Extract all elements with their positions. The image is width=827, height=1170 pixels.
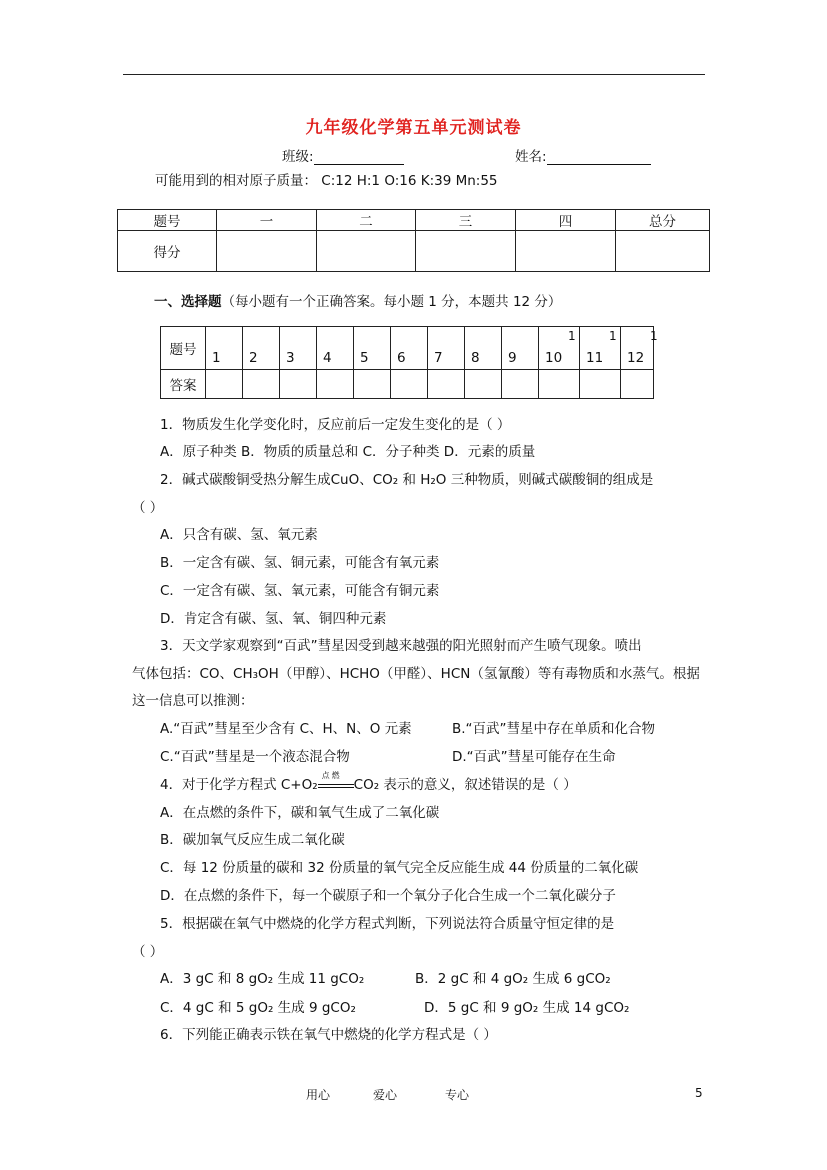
q3-stem-line1: 3．天文学家观察到“百武”彗星因受到越来越强的阳光照射而产生喷气现象。喷出 [160,638,642,654]
score-head-cell: 题号 [118,210,217,231]
score-head-cell: 总分 [616,210,710,231]
q3-option-a: A.“百武”彗星至少含有 C、H、N、O 元素 [160,721,412,737]
q5-stem: 5．根据碳在氧气中燃烧的化学方程式判断，下列说法符合质量守恒定律的是 [160,916,615,932]
question-number-cell: 6 [391,327,428,370]
q4-stem [160,773,577,793]
score-input-cell[interactable] [416,231,516,272]
q3-stem-line3: 这一信息可以推测： [132,693,254,709]
atomic-mass-line: 可能用到的相对原子质量： C:12 H:1 O:16 K:39 Mn:55 [155,173,498,189]
q2-stem: 2．碱式碳酸铜受热分解生成CuO、CO₂ 和 H₂O 三种物质，则碱式碳酸铜的组成是 [160,472,654,488]
answer-cell[interactable] [539,370,580,399]
section1-note: （每小题有一个正确答案。每小题 1 分，本题共 12 分） [221,294,562,310]
answer-cell[interactable] [243,370,280,399]
page-title: 九年级化学第五单元测试卷 [305,118,522,138]
reaction-condition: 点燃 [321,771,342,780]
q4-option-b: B．碳加氧气反应生成二氧化碳 [160,832,345,848]
score-input-cell[interactable] [516,231,616,272]
q4-option-a: A．在点燃的条件下，碳和氧气生成了二氧化碳 [160,805,440,821]
question-number-cell: 12 [621,327,654,370]
answer-cell[interactable] [206,370,243,399]
question-number-cell: 2 [243,327,280,370]
question-number-cell: 5 [354,327,391,370]
equation-arrow [318,771,354,793]
class-label: 班级: [282,149,314,165]
question-number-cell: 11 [580,327,621,370]
answer-cell[interactable] [580,370,621,399]
q3-option-d: D.“百武”彗星可能存在生命 [452,749,616,765]
overflow-mark: 1 [568,329,576,343]
section1-title: 一、选择题 [154,294,222,310]
question-number-cell: 8 [465,327,502,370]
footer-motto: 用心 [306,1088,331,1102]
score-head-cell: 三 [416,210,516,231]
header-rule [123,74,705,75]
q1-stem: 1．物质发生化学变化时，反应前后一定发生变化的是（ ） [160,417,511,433]
question-number-cell: 7 [428,327,465,370]
score-input-cell[interactable] [317,231,416,272]
q5-option-c: C．4 gC 和 5 gO₂ 生成 9 gCO₂ [160,1000,356,1016]
q4-option-d: D．在点燃的条件下，每一个碳原子和一个氧分子化合生成一个二氧化碳分子 [160,888,616,904]
q6-stem: 6．下列能正确表示铁在氧气中燃烧的化学方程式是（ ） [160,1027,497,1043]
score-head-cell: 二 [317,210,416,231]
q2-answer-paren: （ ） [132,500,164,516]
q3-option-c: C.“百武”彗星是一个液态混合物 [160,749,350,765]
answer-head-label: 题号 [161,327,206,370]
q1-options: A．原子种类 B．物质的质量总和 C．分子种类 D．元素的质量 [160,444,536,460]
score-input-cell[interactable] [616,231,710,272]
page-number: 5 [695,1086,703,1100]
name-field[interactable] [515,145,651,165]
score-head-cell: 一 [217,210,317,231]
name-label: 姓名: [515,149,547,165]
q5-option-b: B．2 gC 和 4 gO₂ 生成 6 gCO₂ [415,971,611,987]
question-number-cell: 3 [280,327,317,370]
q3-option-b: B.“百武”彗星中存在单质和化合物 [452,721,656,737]
section1-heading [154,290,561,310]
score-row-label: 得分 [118,231,217,272]
name-blank[interactable] [547,150,651,165]
q2-option-a: A．只含有碳、氢、氧元素 [160,527,318,543]
score-head-cell: 四 [516,210,616,231]
score-input-cell[interactable] [217,231,317,272]
q3-stem-line2: 气体包括：CO、CH₃OH（甲醇）、HCHO（甲醛）、HCN（氢氰酸）等有毒物质和水蒸气。根据 [132,666,700,682]
q2-option-d: D．肯定含有碳、氢、氧、铜四种元素 [160,611,387,627]
q2-option-b: B．一定含有碳、氢、铜元素，可能含有氧元素 [160,555,440,571]
overflow-mark: 1 [609,329,617,343]
question-number-cell: 1 [206,327,243,370]
overflow-mark: 1 [650,329,658,343]
footer-motto: 爱心 [373,1088,398,1102]
q4-option-c: C．每 12 份质量的碳和 32 份质量的氧气完全反应能生成 44 份质量的二氧化碳 [160,860,639,876]
score-table [117,209,710,272]
class-field[interactable] [282,145,404,165]
answer-cell[interactable] [502,370,539,399]
q2-option-c: C．一定含有碳、氢、氧元素，可能含有铜元素 [160,583,440,599]
q4-stem-pre: 4．对于化学方程式 C+O₂ [160,777,318,793]
question-number-cell: 9 [502,327,539,370]
answer-cell[interactable] [428,370,465,399]
question-number-cell: 10 [539,327,580,370]
answer-cell[interactable] [317,370,354,399]
class-blank[interactable] [314,150,404,165]
answer-cell[interactable] [280,370,317,399]
q5-option-a: A．3 gC 和 8 gO₂ 生成 11 gCO₂ [160,971,365,987]
answer-cell[interactable] [354,370,391,399]
answer-cell[interactable] [465,370,502,399]
answer-row-label: 答案 [161,370,206,399]
q5-answer-paren: （ ） [132,944,164,960]
answer-cell[interactable] [391,370,428,399]
answer-table [160,326,654,399]
q5-option-d: D．5 gC 和 9 gO₂ 生成 14 gCO₂ [424,1000,630,1016]
answer-cell[interactable] [621,370,654,399]
q4-stem-post: CO₂ 表示的意义，叙述错误的是（ ） [353,777,577,793]
question-number-cell: 4 [317,327,354,370]
footer-motto: 专心 [445,1088,470,1102]
